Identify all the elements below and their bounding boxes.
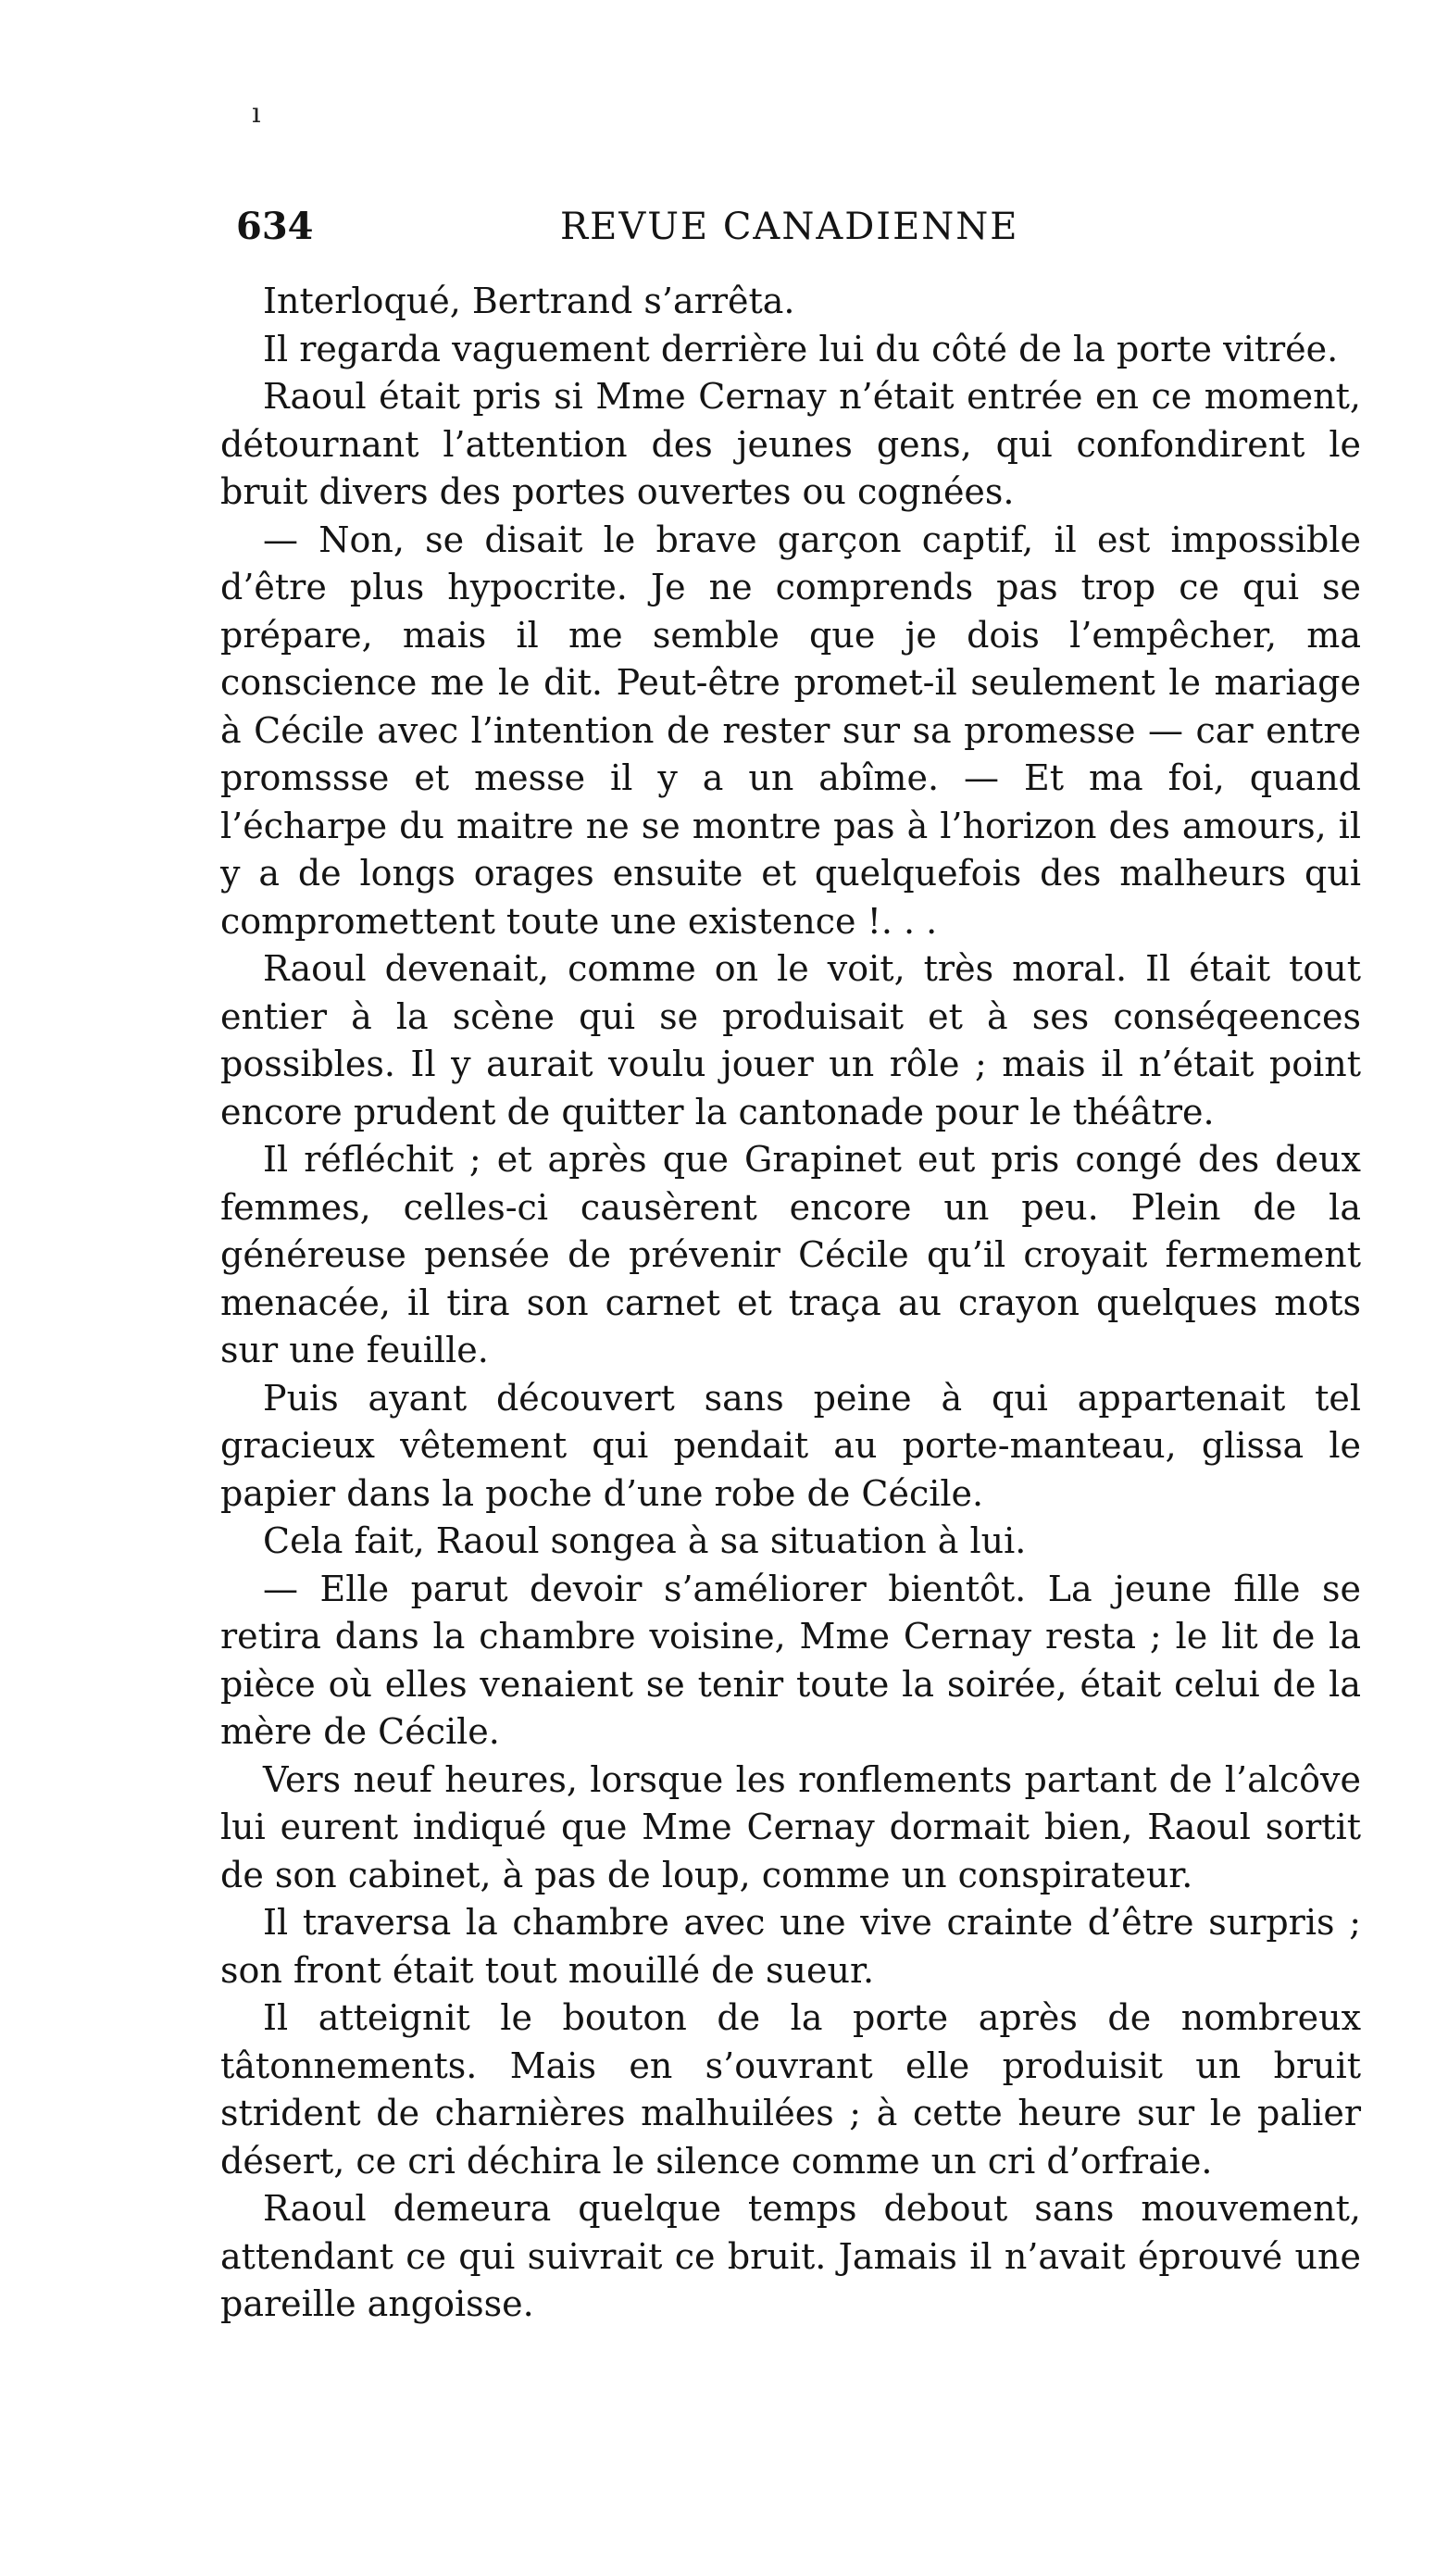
running-head [236, 199, 1361, 255]
paragraph: Raoul demeura quelque temps debout sans mouvement, attendant ce qui suivrait ce bruit. Jamais il n’avait éprouvé une pareille angoisse. [220, 2188, 1361, 2324]
paragraph: Il réfléchit ; et après que Grapinet eut pris congé des deux femmes, celles-ci causèrent encore un peu. Plein de la généreuse pensée de prévenir Cécile qu’il croyait fermement menacée, il tira son carnet et traça au crayon quelques mots sur une feuille. [220, 1139, 1361, 1370]
paragraph: Raoul était pris si Mme Cernay n’était entrée en ce moment, détournant l’attention des jeunes gens, qui confondirent le bruit divers des portes ouvertes ou cognées. [220, 376, 1361, 512]
paragraph: Interloqué, Bertrand s’arrêta. [263, 281, 795, 321]
stray-ink-mark: ı [252, 97, 261, 130]
journal-title: REVUE CANADIENNE [560, 206, 1019, 248]
paragraph: Cela fait, Raoul songea à sa situation à lui. [263, 1520, 1027, 1561]
paragraph: — Elle parut devoir s’améliorer bientôt. La jeune fille se retira dans la chambre voisine, Mme Cernay resta ; le lit de la pièce où elles venaient se tenir toute la soirée, était celui de la mère de Cécile. [220, 1568, 1361, 1752]
paragraph: Vers neuf heures, lorsque les ronflements partant de l’alcôve lui eurent indiqué que Mme Cernay dormait bien, Raoul sortit de son cabinet, à pas de loup, comme un conspirateur. [220, 1758, 1361, 1895]
paragraph: Il traversa la chambre avec une vive crainte d’être surpris ; son front était tout mouillé de sueur. [220, 1902, 1361, 1991]
paragraph: — Non, se disait le brave garçon captif, il est impossible d’être plus hypocrite. Je ne comprends pas trop ce qui se prépare, mais il me semble que je dois l’empêcher, ma conscience me le dit. Peut-être promet-il seulement le mariage à Cécile avec l’intention de rester sur sa promesse — car entre promssse et messe il y a un abîme. — Et ma foi, quand l’écharpe du maitre ne se montre pas à l’horizon des amours, il y a de longs orages ensuite et quelquefois des malheurs qui compromettent toute une existence !. . . [220, 519, 1361, 942]
page-number: 634 [236, 205, 314, 248]
body-text [220, 278, 1361, 2329]
paragraph: Raoul devenait, comme on le voit, très moral. Il était tout entier à la scène qui se produisait et à ses conséqeences possibles. Il y aurait voulu jouer un rôle ; mais il n’était point encore prudent de quitter la cantonade pour le théâtre. [220, 948, 1361, 1132]
paragraph: Puis ayant découvert sans peine à qui appartenait tel gracieux vêtement qui pendait au porte-manteau, glissa le papier dans la poche d’une robe de Cécile. [220, 1377, 1361, 1514]
paragraph: Il atteignit le bouton de la porte après de nombreux tâtonnements. Mais en s’ouvrant elle produisit un bruit strident de charnières malhuilées ; à cette heure sur le palier désert, ce cri déchira le silence comme un cri d’orfraie. [220, 1997, 1361, 2182]
paragraph: Il regarda vaguement derrière lui du côté de la porte vitrée. [263, 328, 1339, 369]
